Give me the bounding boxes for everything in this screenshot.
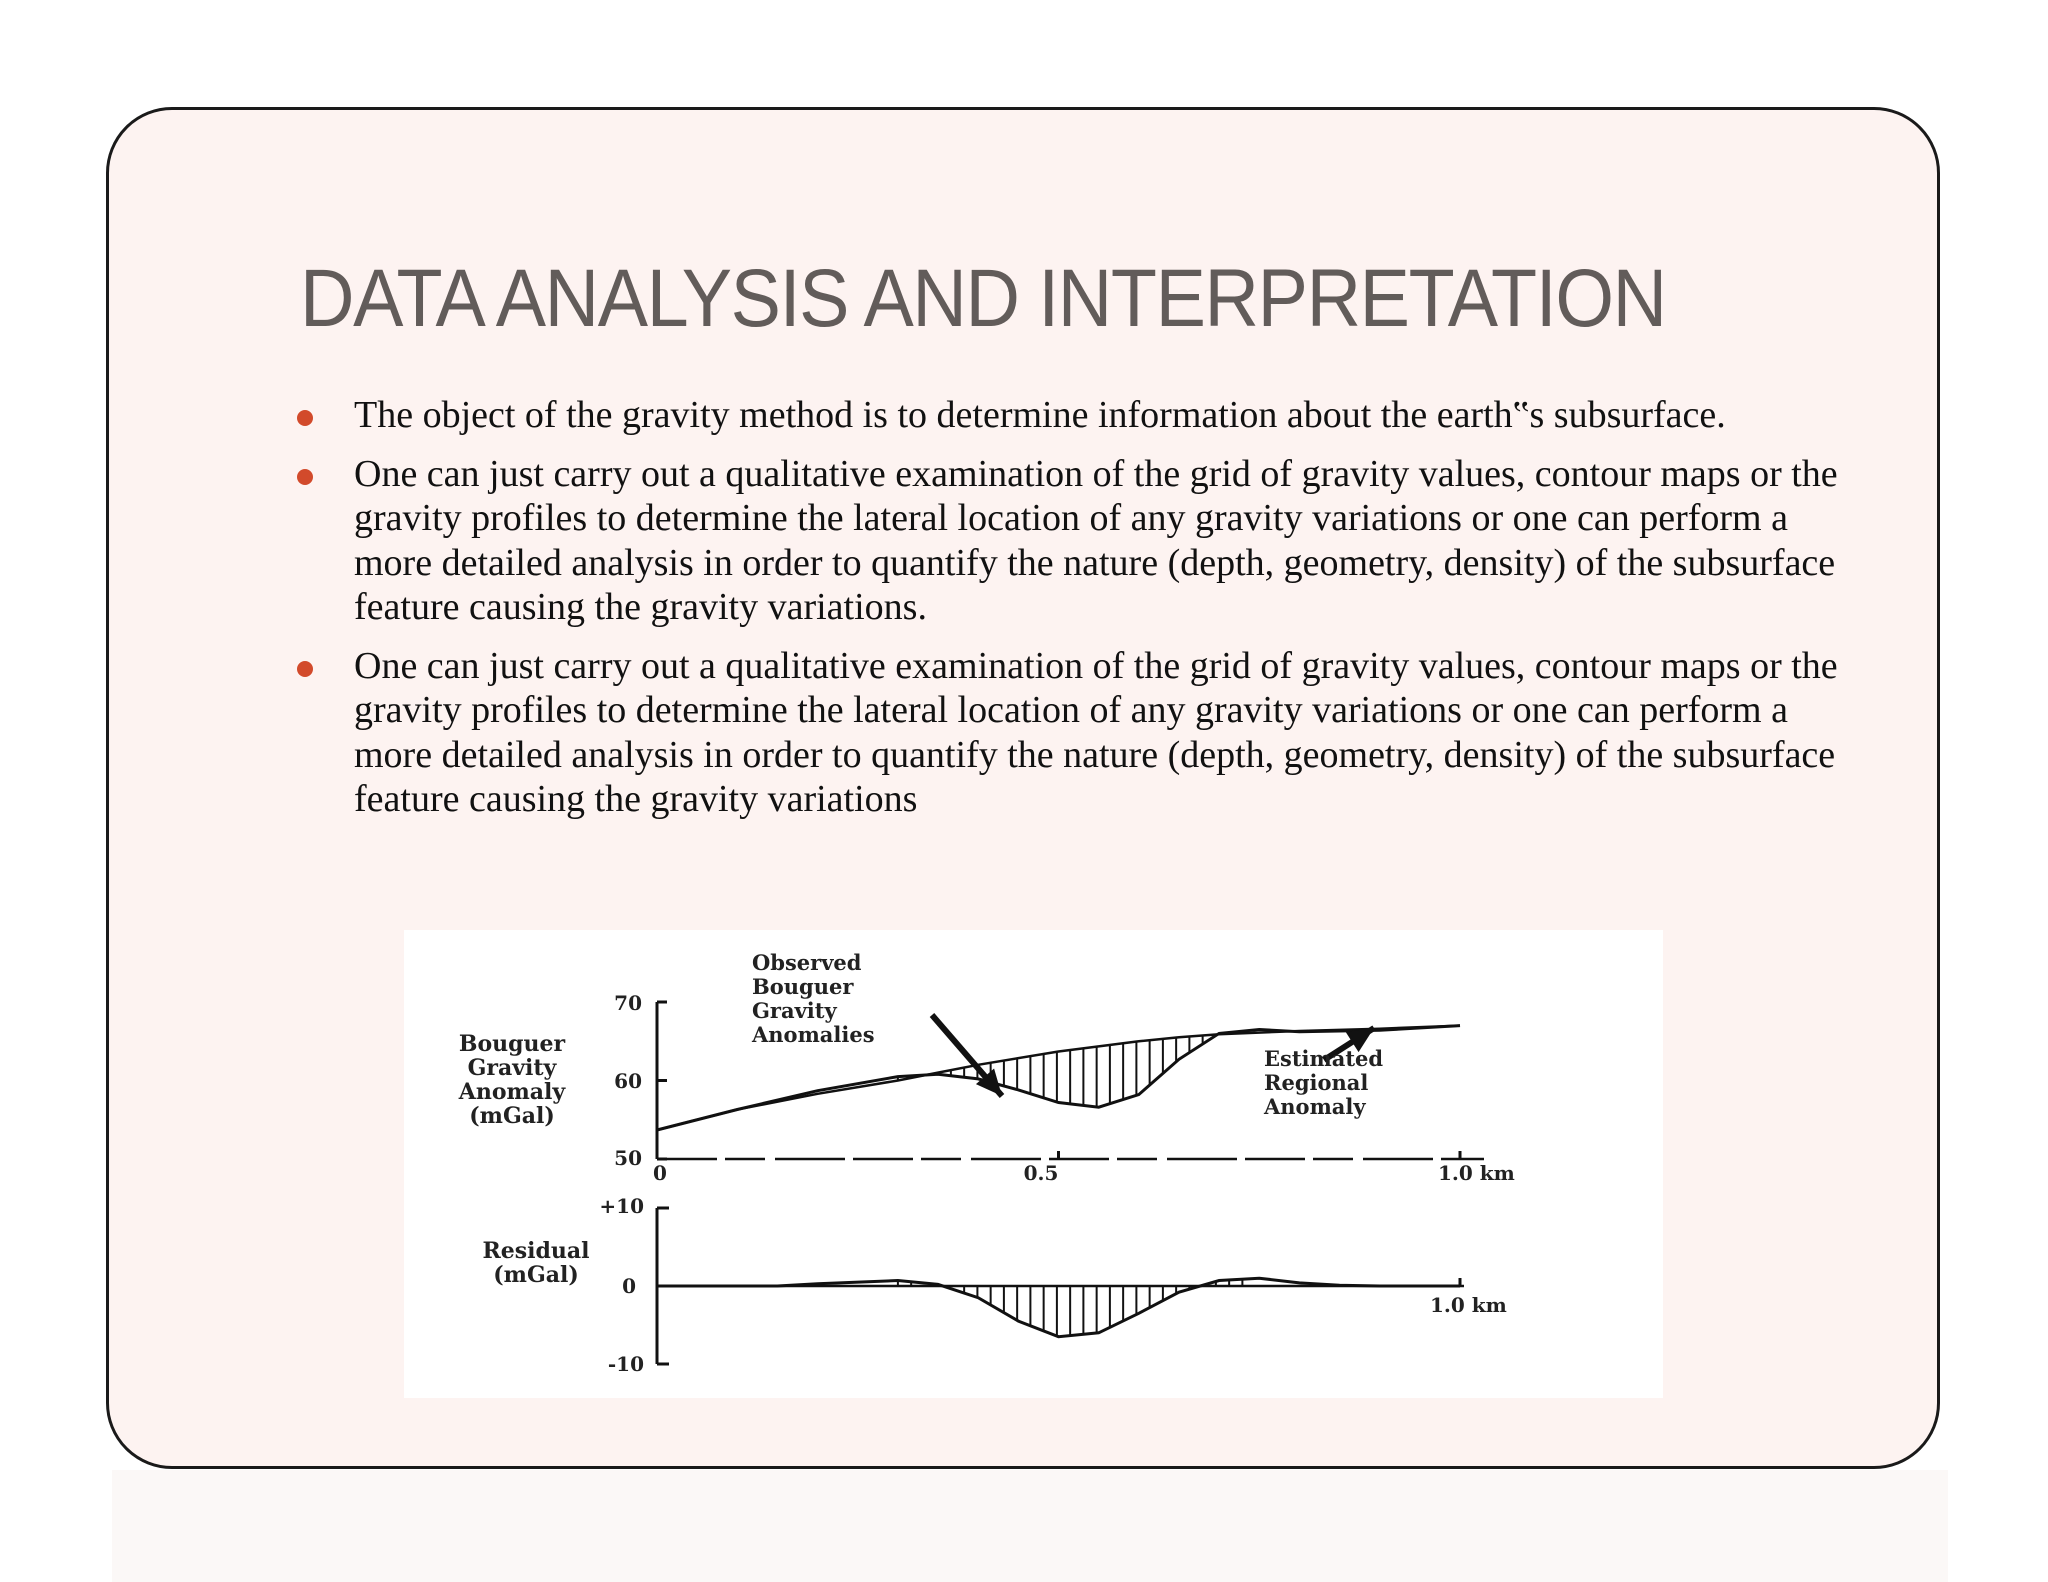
regional-label-line: Estimated xyxy=(1264,1046,1384,1071)
bottom-ytick-label: 0 xyxy=(622,1274,636,1298)
bottom-xtick-label: 1.0 km xyxy=(1430,1293,1507,1317)
top-xtick-label: 1.0 km xyxy=(1438,1161,1515,1185)
bouguer-ylabel-line: (mGal) xyxy=(469,1103,555,1129)
gravity-figure-svg xyxy=(404,930,1663,1398)
observed-label-line: Anomalies xyxy=(752,1022,875,1047)
bullet-item xyxy=(296,452,1856,630)
observed-label-line: Gravity xyxy=(752,998,837,1023)
bullet-item xyxy=(296,644,1856,822)
bouguer-ylabel-line: Anomaly xyxy=(458,1079,566,1105)
top-xtick-label: 0 xyxy=(653,1161,667,1185)
regional-label-line: Anomaly xyxy=(1264,1094,1366,1119)
bullet-text: One can just carry out a qualitative examination of the grid of gravity values, contour maps or the gravity profiles to determine the lateral location of any gravity variations or one can perform a more detailed analysis in order to quantify the nature (depth, geometry, density) of the subsurface feature causing the gravity variations xyxy=(354,644,1838,820)
top-ytick-label: 50 xyxy=(614,1146,642,1170)
bottom-ytick-label: -10 xyxy=(607,1352,644,1376)
bullet-item xyxy=(296,393,1856,438)
bullet-dot-icon xyxy=(297,469,313,485)
observed-label-line: Observed xyxy=(752,950,862,975)
bullet-text: The object of the gravity method is to determine information about the earth‟s subsurface. xyxy=(354,394,1726,436)
slide-title: DATA ANALYSIS AND INTERPRETATION xyxy=(300,253,1666,344)
top-ytick-label: 60 xyxy=(614,1069,642,1093)
bullet-dot-icon xyxy=(297,410,313,426)
bouguer-ylabel-line: Gravity xyxy=(467,1055,557,1081)
regional-label-line: Regional xyxy=(1264,1070,1369,1095)
bottom-ytick-label: +10 xyxy=(599,1194,644,1218)
bouguer-ylabel-line: Bouguer xyxy=(458,1031,566,1057)
top-xtick-label: 0.5 xyxy=(1023,1161,1059,1185)
residual-plot xyxy=(657,1208,1464,1364)
slide-shadow xyxy=(112,1470,1948,1582)
residual-ylabel-line: (mGal) xyxy=(493,1262,579,1288)
bullet-text: One can just carry out a qualitative examination of the grid of gravity values, contour maps or the gravity profiles to determine the lateral location of any gravity variations or one can perform a more detailed analysis in order to quantify the nature (depth, geometry, density) of the subsurface feature causing the gravity variations. xyxy=(354,452,1838,628)
residual-ylabel-line: Residual xyxy=(482,1238,590,1264)
bullet-list xyxy=(296,393,1856,836)
bullet-dot-icon xyxy=(297,661,313,677)
gravity-anomaly-figure xyxy=(404,930,1663,1398)
observed-label-line: Bouguer xyxy=(752,974,854,999)
top-ytick-label: 70 xyxy=(614,991,642,1015)
